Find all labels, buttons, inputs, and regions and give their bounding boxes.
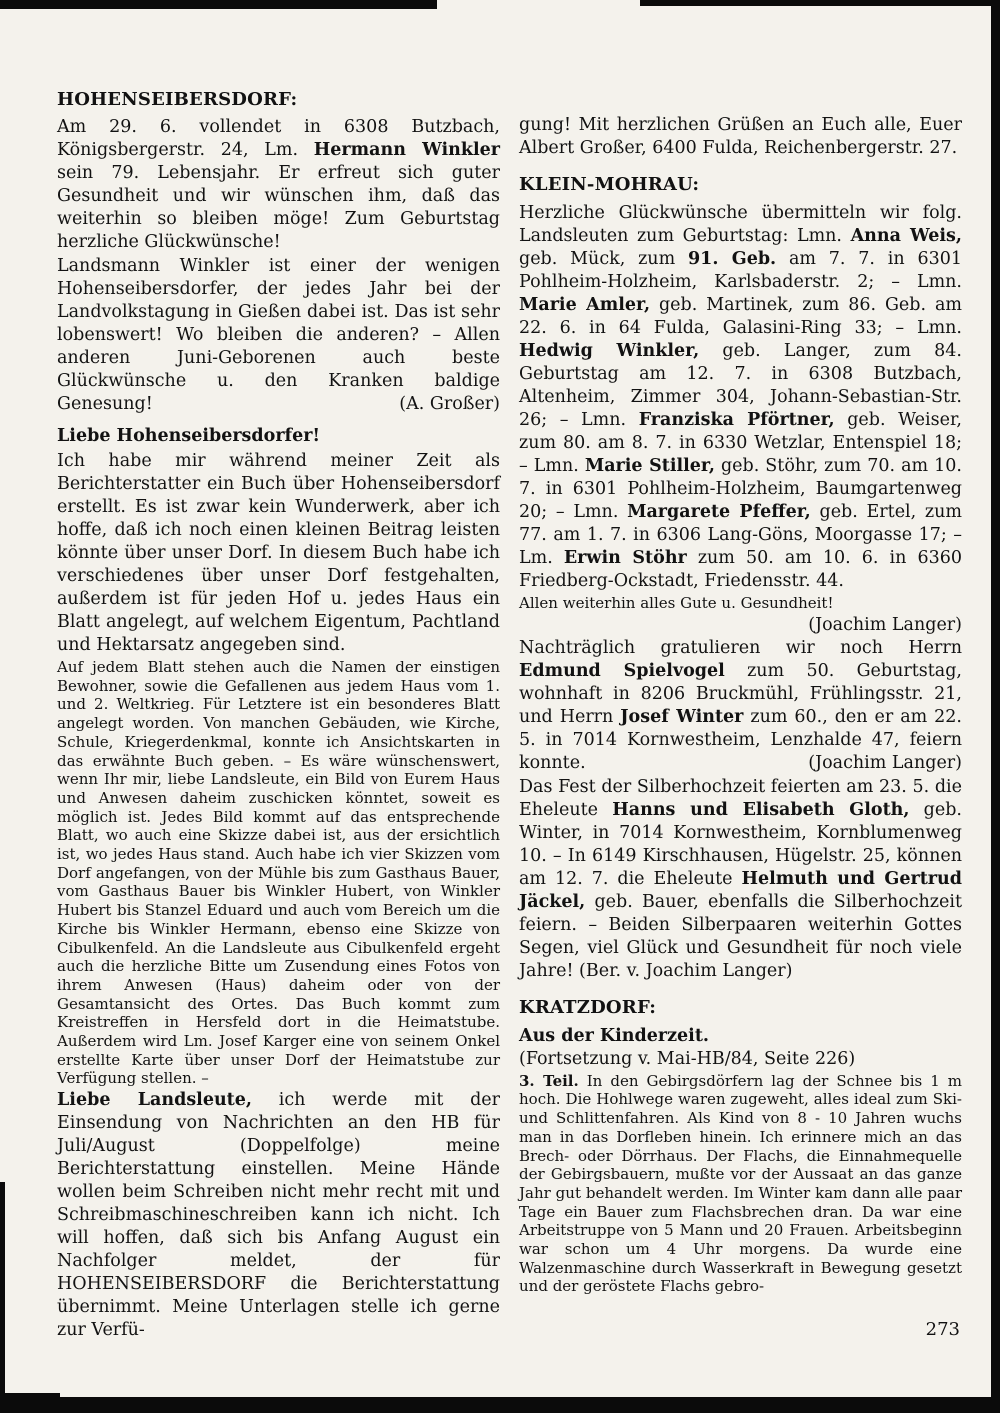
scan-artifact-right-edge <box>991 0 1000 1413</box>
text-segment: geb. Ertel, zum 77. am 1. 7. in 6306 Lang-Göns, Moorgasse 17; – Lm. <box>519 502 963 568</box>
text-segment: geb. Stöhr, zum 70. am 10. 7. in 6301 Pohlheim-Holzheim, Baumgartenweg 20; – Lmn. <box>519 456 962 522</box>
paragraph-small-blatt-details <box>57 658 500 1088</box>
paragraph-birthday-winkler <box>57 116 500 254</box>
bold-text-segment: Hedwig Winkler, <box>519 341 700 361</box>
inline-attribution: (A. Großer) <box>399 394 500 414</box>
text-segment: Herzliche Glückwünsche übermitteln wir folg. Landsleuten zum Geburtstag: Lmn. <box>519 203 962 246</box>
paragraph-small-alles-gute <box>519 594 962 613</box>
text-segment: geb. Mück, zum <box>519 249 688 269</box>
subheading-aus-der-kinderzeit: Aus der Kinderzeit. <box>519 1025 709 1046</box>
text-segment: geb. Martinek, zum 86. Geb. am 22. 6. in 64 Fulda, Galasini-Ring 33; – Lmn. <box>519 295 962 338</box>
bold-text-segment: Marie Amler, <box>519 295 651 315</box>
scan-artifact-bottom-left-corner <box>0 1393 60 1401</box>
right-column <box>519 88 962 1343</box>
section-heading-kratzdorf: KRATZDORF: <box>519 996 657 1018</box>
text-segment: geb. Weiser, zum 80. am 8. 7. in 6330 Wetzlar, Entenspiel 18; – Lmn. <box>519 410 962 476</box>
note-fortsetzung: (Fortsetzung v. Mai-HB/84, Seite 226) <box>519 1048 856 1069</box>
scan-artifact-left-edge <box>0 1182 5 1397</box>
paragraph-liebe-landsleute <box>57 1089 500 1342</box>
bold-text-segment: Helmuth und Gertrud Jäckel, <box>519 868 962 912</box>
bold-text-segment: Edmund Spielvogel <box>519 660 725 681</box>
inline-attribution: (Joachim Langer) <box>808 752 962 773</box>
scan-artifact-top-right-bar <box>640 0 1000 6</box>
text-segment: Am 29. 6. vollendet in 6308 Butzbach, Königsbergerstr. 24, Lm. <box>57 117 500 160</box>
scan-artifact-top-left-bar <box>0 0 437 9</box>
text-segment: Landsmann Winkler ist einer der wenigen Hohenseibersdorfer, der jedes Jahr bei der Landvolkstagung in Gießen dabei ist. Das ist sehr lobenswert! Wo bleiben die anderen? – Allen anderen Juni-Geborenen auch beste Glückwünsche u. den Kranken baldige Genesung! <box>57 256 500 414</box>
left-column <box>57 88 500 1343</box>
paragraph-landsmann-winkler <box>57 255 500 416</box>
text-segment: Ich habe mir während meiner Zeit als Berichterstatter ein Buch über Hohenseibersdorf erstellt. Es ist zwar kein Wunderwerk, aber ich hoffe, daß ich noch einen kleinen Beitrag leisten könnte über unser Dorf. In diesem Buch habe ich verschiedenes über unser Dorf festgehalten, außerdem ist für jeden Hof u. jedes Haus ein Blatt angelegt, auf welchem Eigentum, Pachtland und Hektarsatz angegeben sind. <box>57 451 500 655</box>
bold-text-segment: Hanns und Elisabeth Gloth, <box>612 799 910 820</box>
scan-artifact-bottom-edge <box>0 1397 1000 1413</box>
text-segment: Nachträglich gratulieren wir noch Herrn <box>519 637 962 658</box>
bold-text-segment: Anna Weis, <box>850 226 962 246</box>
text-segment: zum 60., den er am 22. 5. in 7014 Kornwestheim, Lenzhalde 47, feiern konnte. <box>519 706 962 773</box>
text-segment: Auf jedem Blatt stehen auch die Namen der einstigen Bewohner, sowie die Gefallenen aus jedem Haus vom 1. und 2. Weltkrieg. Für Letztere ist ein besonderes Blatt angelegt worden. Von manchen Gebäuden, wie Kirche, Schule, Kriegerdenkmal, konnte ich Ansichtskarten in das erwähnte Buch geben. – Es wäre wünschenswert, wenn Ihr mir, liebe Landsleute, ein Bild von Eurem Haus und Anwesen daheim zuschicken könntet, soweit es möglich ist. Jedes Bild kommt auf das entsprechende Blatt, wo auch eine Skizze dabei ist, aus der ersichtlich ist, wo jedes Haus stand. Auch habe ich vier Skizzen vom Dorf angefangen, von der Mühle bis zum Gasthaus Bauer, vom Gasthaus Bauer bis Winkler Hubert, von Winkler Hubert bis Stanzel Eduard und auch vom Bereich um die Kirche bis Winkler Hermann, ebenso eine Skizze von Cibulkenfeld. An die Landsleute aus Cibulkenfeld ergeht auch die herzliche Bitte um Zusendung eines Fotos von ihrem Anwesen (Haus) daheim oder von der Gesamtansicht des Ortes. Das Buch kommt zum Kreistreffen in Hersfeld dort in die Heimatstube. Außerdem wird Lm. Josef Karger eine von seinem Onkel erstellte Karte über unser Dorf der Heimatstube zur Verfügung stellen. – <box>57 658 500 1088</box>
attribution-joachim-langer: (Joachim Langer) <box>808 614 962 635</box>
subheading-liebe-hohenseibersdorfer: Liebe Hohenseibersdorfer! <box>57 426 321 446</box>
text-segment: am 7. 7. in 6301 Pohlheim-Holzheim, Karlsbaderstr. 2; – Lmn. <box>519 249 962 292</box>
paragraph-nachtraeglich-gratulieren <box>519 637 962 775</box>
text-segment: geb. Bauer, ebenfalls die Silberhochzeit feiern. – Beiden Silberpaaren weiterhin Gottes Segen, viel Glück und Gesundheit für noch viele Jahre! (Ber. v. Joachim Langer) <box>519 891 962 981</box>
text-columns <box>57 88 963 1343</box>
bold-text-segment: 3. Teil. <box>519 1071 579 1090</box>
paragraph-silberhochzeit <box>519 776 962 983</box>
text-segment: gung! Mit herzlichen Grüßen an Euch alle, Euer Albert Großer, 6400 Fulda, Reichenbergerstr. 27. <box>519 115 962 158</box>
text-segment: In den Gebirgsdörfern lag der Schnee bis 1 m hoch. Die Hohlwege waren zugeweht, alles ideal zum Ski- und Schlittenfahren. Als Kind von 8 - 10 Jahren wuchs man in das Dorfleben hinein. Ich erinnere mich an das Brech- oder Dörrhaus. Der Flachs, die Einnahmequelle der Gebirgsbauern, mußte vor der Aussaat an das ganze Jahr gut behandelt werden. Im Winter kam dann alle paar Tage ein Bauer zum Flachsbrechen dran. Da war eine Arbeitstruppe von 5 Mann und 20 Frauen. Arbeitsbeginn war schon um 4 Uhr morgens. Da wurde eine Walzenmaschine durch Wasserkraft in Bewegung gesetzt und der geröstete Flachs gebro- <box>519 1071 962 1296</box>
text-segment: Allen weiterhin alles Gute u. Gesundheit! <box>519 594 834 612</box>
text-segment: geb. Langer, zum 84. Geburtstag am 12. 7. in 6308 Butzbach, Altenheim, Zimmer 304, Johann-Sebastian-Str. 26; – Lmn. <box>519 341 962 430</box>
text-segment: zum 50. Geburtstag, wohnhaft in 8206 Bruckmühl, Frühlingsstr. 21, und Herrn <box>519 660 962 727</box>
paragraph-geburtstage-liste <box>519 202 962 593</box>
text-segment: geb. Winter, in 7014 Kornwestheim, Kornblumenweg 10. – In 6149 Kirschhausen, Hügelstr. 25, können am 12. 7. die Eheleute <box>519 799 962 889</box>
bold-text-segment: Josef Winter <box>620 706 744 727</box>
section-heading-klein-mohrau: KLEIN-MOHRAU: <box>519 174 700 195</box>
paragraph-small-dritter-teil <box>519 1072 962 1296</box>
text-segment: sein 79. Lebensjahr. Er erfreut sich guter Gesundheit und wir wünschen ihm, daß das weiterhin so bleiben möge! Zum Geburtstag herzliche Glückwünsche! <box>57 163 500 252</box>
text-segment: ich werde mit der Einsendung von Nachrichten an den HB für Juli/August (Doppelfolge) meine Berichterstattung einstellen. Meine Hände wollen beim Schreiben nicht mehr recht mit und Schreibmaschineschreiben kann ich nicht. Ich will hoffen, daß sich bis Anfang August ein Nachfolger meldet, der für HOHENSEIBERSDORF die Berichterstattung übernimmt. Meine Unterlagen stelle ich gerne zur Verfü- <box>57 1090 501 1341</box>
bold-text-segment: Margarete Pfeffer, <box>627 502 811 522</box>
bold-text-segment: Hermann Winkler <box>313 140 500 160</box>
bold-text-segment: Marie Stiller, <box>584 456 715 476</box>
bold-text-segment: Erwin Stöhr <box>563 548 687 568</box>
page-number: 273 <box>925 1319 960 1341</box>
bold-text-segment: 91. Geb. <box>687 249 777 269</box>
text-segment: Das Fest der Silberhochzeit feierten am 23. 5. die Eheleute <box>519 776 962 820</box>
bold-text-segment: Franziska Pförtner, <box>638 410 835 430</box>
paragraph-buch-ueber-dorf <box>57 450 500 657</box>
paragraph-continuation-gruesse <box>519 114 962 160</box>
section-heading-hohenseibersdorf: HOHENSEIBERSDORF: <box>57 89 298 110</box>
text-segment: zum 50. am 10. 6. in 6360 Friedberg-Ockstadt, Friedensstr. 44. <box>519 548 962 591</box>
bold-text-segment: Liebe Landsleute, <box>57 1090 252 1111</box>
